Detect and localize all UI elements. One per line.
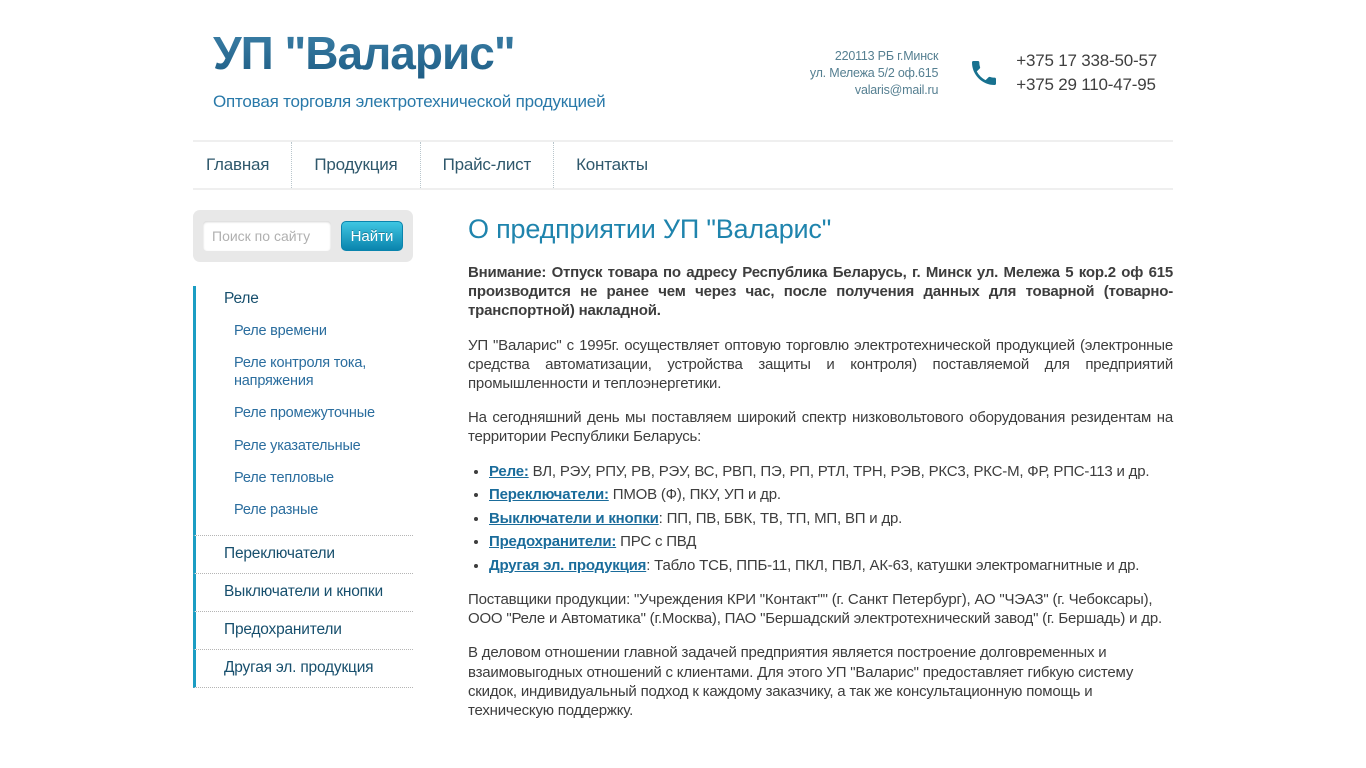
sidebar-item-pereklyuchateli[interactable]: Переключатели <box>193 536 413 574</box>
page-container <box>193 0 1173 735</box>
search-button[interactable]: Найти <box>341 221 403 251</box>
list-item <box>489 462 1173 482</box>
nav-item <box>291 142 419 188</box>
list-item <box>489 556 1173 576</box>
sidebar-item-rele-ukazatelnye[interactable]: Реле указательные <box>234 437 361 454</box>
sidebar-item-rele-promezhutochnye[interactable]: Реле промежуточные <box>234 405 375 422</box>
phone-number-1: +375 17 338-50-57 <box>1016 50 1157 70</box>
paragraph-suppliers: Поставщики продукции: "Учреждения КРИ "Контакт"" (г. Санкт Петербург), АО "ЧЭАЗ" (г. Чебоксары), ООО "Реле и Автоматика" (г.Москва), ПАО "Бершадский электротехнический завод" (г. Бершадь) и др. <box>468 591 1162 628</box>
product-rest: ВЛ, РЭУ, РПУ, РВ, РЭУ, ВС, РВП, ПЭ, РП, РТЛ, ТРН, РЭВ, РКС3, РКС-М, ФР, РПС-113 и др. <box>528 462 1150 480</box>
search-input[interactable] <box>203 221 331 251</box>
product-rest: : Табло ТСБ, ППБ-11, ПКЛ, ПВЛ, АК-63, катушки электромагнитные и др. <box>646 556 1140 574</box>
logo[interactable]: УП "Валарис" <box>213 27 515 79</box>
nav-item <box>553 142 670 188</box>
paragraph-relations: В деловом отношении главной задачей предприятия является построение долговременных и взаимовыгодных отношений с клиентами. Для этого УП "Валарис" предоставляет гибкую систему скидок, индивидуальный подход к каждому заказчику, а так же консультационную помощь и техническую поддержку. <box>468 644 1134 719</box>
menu-group-rele <box>193 286 413 536</box>
tagline: Оптовая торговля электротехнической продукцией <box>213 92 606 111</box>
list-item <box>489 509 1173 529</box>
sidebar <box>193 210 413 735</box>
product-link-pereklyuchateli[interactable]: Переключатели: <box>489 486 609 503</box>
header <box>193 0 1173 140</box>
sidebar-item-rele-raznye[interactable]: Реле разные <box>234 501 319 518</box>
phone-numbers <box>1016 49 1157 98</box>
sidebar-menu <box>193 286 413 688</box>
address-line-2: ул. Мележа 5/2 оф.615 <box>809 65 939 80</box>
product-link-predohraniteli[interactable]: Предохранители: <box>489 533 617 550</box>
sidebar-item-rele-kontrolya[interactable]: Реле контроля тока, напряжения <box>234 355 367 390</box>
contact-cluster <box>810 48 1157 99</box>
product-link-rele[interactable]: Реле: <box>489 462 529 480</box>
sidebar-item-rele-teplovye[interactable]: Реле тепловые <box>234 469 334 486</box>
nav-list <box>193 142 1173 188</box>
nav-item <box>193 142 291 188</box>
phone-icon <box>968 57 1000 89</box>
phone-number-2: +375 29 110-47-95 <box>1016 75 1156 95</box>
list-item <box>489 485 1173 505</box>
sidebar-item-vyklyuchateli[interactable]: Выключатели и кнопки <box>193 574 413 612</box>
page-title: О предприятии УП "Валарис" <box>468 214 832 244</box>
paragraph-attention: Внимание: Отпуск товара по адресу Республика Беларусь, г. Минск ул. Мележа 5 кор.2 оф 615 производится не ранее чем через час, после получения данных для товарной (товарно-транспортной) накладной. <box>468 264 1173 320</box>
product-link-drugaya[interactable]: Другая эл. продукция <box>489 556 647 574</box>
address-line-1: 220113 РБ г.Минск <box>834 49 939 63</box>
nav-link-products[interactable]: Продукция <box>314 155 398 174</box>
sidebar-item-rele-vremeni[interactable]: Реле времени <box>234 323 327 339</box>
product-rest: ПРС с ПВД <box>616 533 697 550</box>
sidebar-item-predohraniteli[interactable]: Предохранители <box>193 612 413 650</box>
email: valaris@mail.ru <box>854 82 939 97</box>
nav-link-home[interactable]: Главная <box>206 155 270 174</box>
paragraph-about: УП "Валарис" с 1995г. осуществляет оптовую торговлю электротехнической продукцией (электронные средства автоматизации, устройства защиты и контроля) поставляемой для предприятий промышленности и теплоэнергетики. <box>468 336 1173 392</box>
address-block <box>810 48 938 99</box>
main-nav <box>193 140 1173 190</box>
product-link-vyklyuchateli[interactable]: Выключатели и кнопки <box>489 509 659 527</box>
content <box>468 210 1173 735</box>
product-rest: ПМОВ (Ф), ПКУ, УП и др. <box>608 486 781 503</box>
nav-item <box>420 142 554 188</box>
nav-link-pricelist[interactable]: Прайс-лист <box>442 155 532 174</box>
paragraph-today: На сегодняшний день мы поставляем широкий спектр низковольтового оборудования резидентам на территории Республики Беларусь: <box>468 409 1173 446</box>
products-list <box>468 462 1173 576</box>
list-item <box>489 532 1173 552</box>
sidebar-item-rele[interactable]: Реле <box>224 290 259 307</box>
nav-link-contacts[interactable]: Контакты <box>576 155 648 174</box>
main-row <box>193 190 1173 735</box>
sidebar-item-drugaya-produkciya[interactable]: Другая эл. продукция <box>193 650 413 688</box>
search-box <box>193 210 413 262</box>
product-rest: : ПП, ПВ, БВК, ТВ, ТП, МП, ВП и др. <box>658 509 903 527</box>
